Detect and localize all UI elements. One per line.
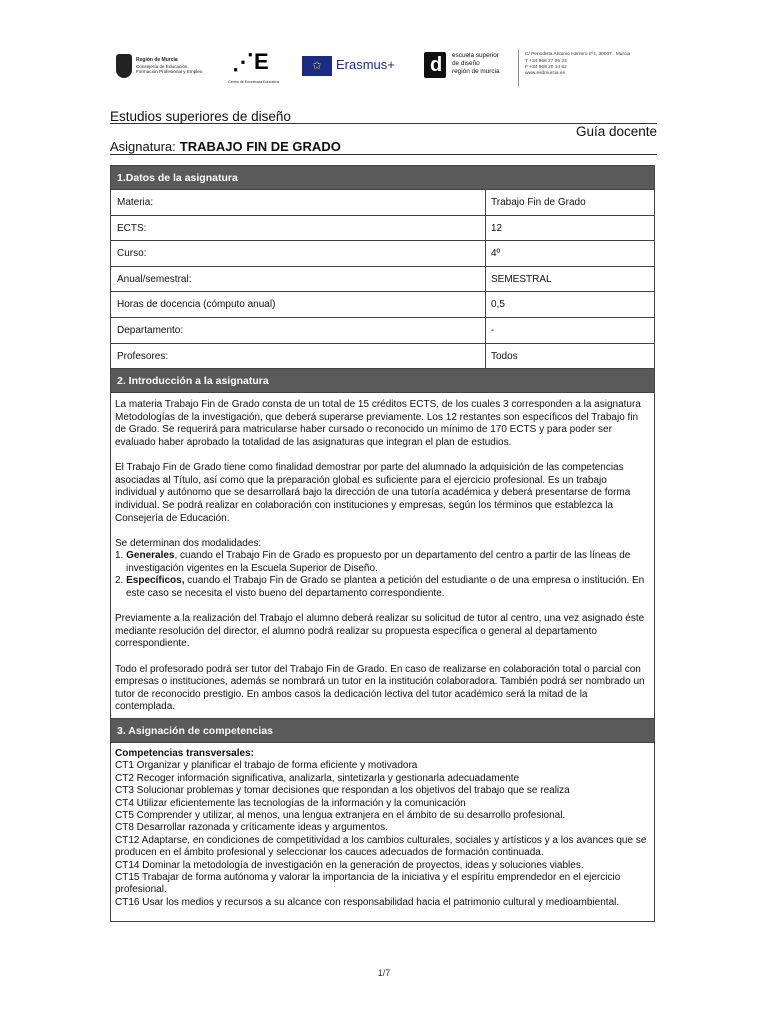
list-item: CT14 Dominar la metodología de investigación en la generación de proyectos, ideas y soluciones viables. bbox=[115, 859, 584, 871]
subject-heading bbox=[110, 139, 341, 154]
murcia-logo-line: Consejería de Educación, bbox=[136, 64, 189, 69]
esdi-mark-icon: d bbox=[424, 52, 446, 78]
list-item: CT2 Recoger información significativa, analizarla, sintetizarla y gestionarla adecuadamente bbox=[115, 772, 520, 784]
row-label: Anual/semestral: bbox=[111, 267, 486, 292]
section-header: 2. Introducción a la asignatura bbox=[111, 369, 654, 393]
list-item: CT16 Usar los medios y recursos a su alcance con responsabilidad hacia el patrimonio cultural y medioambiental. bbox=[115, 896, 620, 908]
row-value: 12 bbox=[491, 222, 503, 234]
table-row bbox=[111, 216, 654, 242]
row-value: - bbox=[491, 324, 495, 336]
divider bbox=[110, 123, 657, 124]
competencies-list bbox=[111, 743, 654, 921]
erasmus-label: Erasmus+ bbox=[336, 57, 395, 72]
list-item bbox=[115, 575, 650, 600]
row-label: Curso: bbox=[111, 241, 486, 266]
introduction-text bbox=[111, 393, 654, 719]
murcia-logo-line: Formación Profesional y Empleo bbox=[136, 69, 203, 74]
school-address bbox=[518, 50, 663, 86]
document-title: Estudios superiores de diseño bbox=[110, 109, 291, 124]
esdi-logo bbox=[424, 52, 524, 84]
table-row bbox=[111, 344, 654, 370]
list-item: CT5 Comprender y utilizar, al menos, una lengua extranjera en el ámbito de su desarrollo profesional. bbox=[115, 810, 566, 822]
row-label: Departamento: bbox=[111, 318, 486, 343]
subject-name: TRABAJO FIN DE GRADO bbox=[179, 139, 341, 154]
section-header: 1.Datos de la asignatura bbox=[111, 166, 654, 190]
row-value: SEMESTRAL bbox=[491, 273, 552, 285]
paragraph: Previamente a la realización del Trabajo el alumno deberá realizar su solicitud de tutor al centro, una vez asignado éste mediante resolución del director, el alumno podrá realizar su propuesta específica o general al departamento correspondiente. bbox=[115, 613, 645, 650]
paragraph: Se determinan dos modalidades: bbox=[115, 537, 262, 549]
page-number: 1/7 bbox=[377, 968, 391, 978]
list-item-text: cuando el Trabajo Fin de Grado se plantea a petición del estudiante o de una empresa o institución. En este caso se necesita el visto bueno del departamento correspondiente. bbox=[126, 575, 645, 600]
list-item-text: , cuando el Trabajo Fin de Grado es propuesto por un departamento del centro a partir de las líneas de investigación vigentes en la Escuela Superior de Diseño. bbox=[126, 550, 631, 574]
list-number: 1. bbox=[115, 550, 124, 562]
excelencia-mark-icon: ⋰E bbox=[232, 49, 269, 74]
section-header: 3. Asignación de competencias bbox=[111, 719, 654, 743]
website-line: www.esdmurcia.es bbox=[525, 71, 565, 76]
region-murcia-logo bbox=[110, 52, 210, 84]
table-row bbox=[111, 267, 654, 293]
row-value: Todos bbox=[491, 350, 518, 362]
list-item: CT12 Adaptarse, en condiciones de competitividad a los cambios culturales, sociales y artísticos y a los avances que se producen en el ámbito profesional y seleccionar los cauces adecuados de formación continuada. bbox=[115, 834, 647, 859]
table-row bbox=[111, 241, 654, 267]
row-value: Trabajo Fin de Grado bbox=[491, 197, 586, 208]
murcia-logo-line: Región de Murcia bbox=[136, 57, 178, 63]
list-item bbox=[115, 550, 650, 575]
row-value: 4º bbox=[491, 248, 501, 260]
paragraph: La materia Trabajo Fin de Grado consta de un total de 15 créditos ECTS, de los cuales 3 corresponden a la asignatura Metodologías de la investigación, que deberá superarse previamente. Los 12 restantes son específicos del Trabajo fin de Grado. Se requerirá para matricularse haber cursado o reconocido un mínimo de 170 ECTS y para poder ser evaluado haber aprobado la totalidad de las asignaturas que integran el plan de estudios. bbox=[115, 399, 641, 448]
guide-label: Guía docente bbox=[575, 124, 657, 139]
paragraph: Todo el profesorado podrá ser tutor del Trabajo Fin de Grado. En caso de realizarse en colaboración total o parcial con empresas o instituciones, además se nombrará un tutor en la institución colaboradora. También podrá ser nombrado un tutor de reconocido prestigio. En ambos casos la dedicación lectiva del tutor académico será la mitad de la contemplada. bbox=[115, 663, 645, 713]
logo-bar bbox=[110, 48, 658, 88]
list-item: CT4 Utilizar eficientemente las tecnologías de la información y la comunicación bbox=[115, 797, 466, 809]
list-number: 2. bbox=[115, 575, 124, 587]
murcia-crest-icon bbox=[116, 54, 132, 78]
esdi-logo-line: escuela superior bbox=[452, 52, 499, 59]
phone-line: T +34 968 27 05 23 bbox=[525, 59, 567, 64]
row-label: Horas de docencia (cómputo anual) bbox=[111, 292, 486, 317]
address-line: C/ Periodista Antonio Herrero nº4, 30007 . Murcia bbox=[525, 52, 631, 57]
excelencia-educativa-logo bbox=[228, 49, 279, 86]
subject-label: Asignatura: bbox=[110, 139, 176, 154]
row-label: Materia: bbox=[111, 190, 486, 215]
list-item-term: Generales bbox=[126, 550, 175, 562]
eu-flag-icon: ✩ bbox=[302, 56, 332, 76]
table-row bbox=[111, 318, 654, 344]
syllabus-table bbox=[110, 165, 655, 922]
list-item: CT8 Desarrollar razonada y críticamente ideas y argumentos. bbox=[115, 822, 388, 834]
list-item-term: Específicos, bbox=[126, 575, 185, 587]
list-item: CT3 Solucionar problemas y tomar decisiones que respondan a los objetivos del trabajo que se realiza bbox=[115, 785, 570, 797]
excelencia-label: Centro de Excelencia Educativa bbox=[228, 80, 279, 84]
competencies-heading: Competencias transversales: bbox=[115, 748, 254, 759]
paragraph: El Trabajo Fin de Grado tiene como finalidad demostrar por parte del alumnado la adquisición de las competencias asociadas al Título, así como que la preparación global es suficiente para el ejercicio profesional. Es un trabajo individual y autónomo que se desarrollará bajo la dirección de una tutoría académica y deberá presentarse de forma individual. Se podrá realizar en colaboración con instituciones y empresas, según los términos que establezca la Consejería de Educación. bbox=[115, 462, 631, 524]
row-label: ECTS: bbox=[111, 216, 486, 241]
table-row bbox=[111, 190, 654, 216]
esdi-logo-line: de diseño bbox=[452, 60, 480, 67]
esdi-logo-line: región de murcia bbox=[452, 68, 500, 75]
list-item: CT1 Organizar y planificar el trabajo de forma eficiente y motivadora bbox=[115, 760, 418, 772]
row-label: Profesores: bbox=[111, 344, 486, 369]
list-item: CT15 Trabajar de forma autónoma y valorar la importancia de la iniciativa y el espíritu emprendedor en el ejercicio profesional. bbox=[115, 872, 621, 896]
divider bbox=[110, 154, 657, 155]
table-row bbox=[111, 292, 654, 318]
row-value: 0,5 bbox=[491, 299, 505, 311]
erasmus-logo bbox=[302, 56, 406, 80]
fax-line: F +34 968 20 14 52 bbox=[525, 65, 567, 70]
